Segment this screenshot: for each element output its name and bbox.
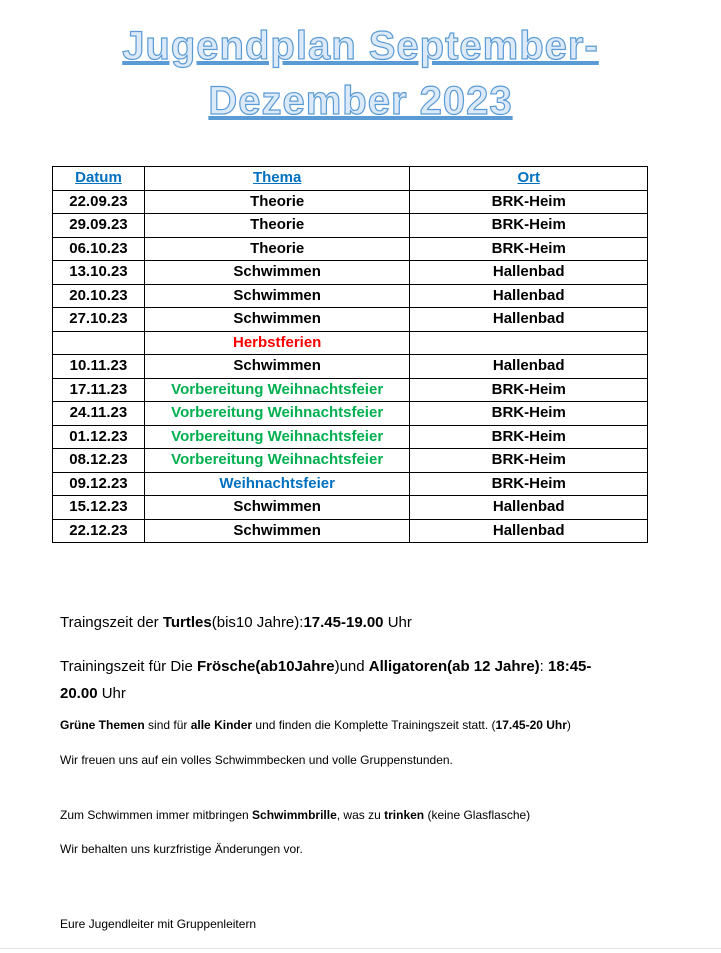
table-header-row xyxy=(53,167,648,191)
cell-ort: BRK-Heim xyxy=(410,449,648,473)
cell-ort: Hallenbad xyxy=(410,261,648,285)
note-text: Uhr xyxy=(383,614,412,631)
note-text: )und xyxy=(334,658,369,675)
cell-ort: BRK-Heim xyxy=(410,378,648,402)
note-bold: trinken xyxy=(384,808,425,822)
table-row xyxy=(53,449,648,473)
table-row xyxy=(53,261,648,285)
cell-datum: 22.09.23 xyxy=(53,190,145,214)
cell-thema: Theorie xyxy=(144,190,410,214)
table-row xyxy=(53,519,648,543)
note-turtles xyxy=(60,614,412,631)
note-text: (keine Glasflasche) xyxy=(424,808,531,822)
cell-thema: Theorie xyxy=(144,237,410,261)
page-bottom-divider xyxy=(0,948,721,949)
cell-datum: 09.12.23 xyxy=(53,472,145,496)
note-bold: Grüne Themen xyxy=(60,718,145,732)
page-title-line-1: Jugendplan September- xyxy=(122,24,599,68)
cell-datum: 13.10.23 xyxy=(53,261,145,285)
cell-ort: Hallenbad xyxy=(410,284,648,308)
table-row xyxy=(53,190,648,214)
cell-ort: Hallenbad xyxy=(410,496,648,520)
cell-thema: Vorbereitung Weihnachtsfeier xyxy=(144,425,410,449)
cell-datum: 10.11.23 xyxy=(53,355,145,379)
cell-thema: Weihnachtsfeier xyxy=(144,472,410,496)
cell-thema: Schwimmen xyxy=(144,519,410,543)
cell-ort: Hallenbad xyxy=(410,308,648,332)
note-text: ) xyxy=(566,718,571,732)
note-bold: 17.45-20 Uhr xyxy=(495,718,567,732)
cell-datum: 06.10.23 xyxy=(53,237,145,261)
cell-ort: BRK-Heim xyxy=(410,402,648,426)
table-row xyxy=(53,237,648,261)
cell-thema: Vorbereitung Weihnachtsfeier xyxy=(144,378,410,402)
table-row xyxy=(53,308,648,332)
note-bold: Frösche(ab10Jahre xyxy=(197,658,335,675)
note-text: Traingszeit der xyxy=(60,614,163,631)
note-bold: alle Kinder xyxy=(190,718,253,732)
note-bold: Turtles xyxy=(162,614,212,631)
note-text: Uhr xyxy=(97,685,126,702)
cell-ort: Hallenbad xyxy=(410,519,648,543)
table-row xyxy=(53,472,648,496)
cell-datum: 01.12.23 xyxy=(53,425,145,449)
note-text: Zum Schwimmen immer mitbringen xyxy=(60,808,253,822)
note-text: und finden die Komplette Trainingszeit statt. ( xyxy=(252,718,496,732)
cell-ort xyxy=(410,331,648,355)
cell-ort: Hallenbad xyxy=(410,355,648,379)
table-row xyxy=(53,355,648,379)
note-aenderungen: Wir behalten uns kurzfristige Änderungen vor. xyxy=(60,842,303,856)
signature: Eure Jugendleiter mit Gruppenleitern xyxy=(60,917,257,931)
header-thema: Thema xyxy=(144,167,410,191)
cell-thema: Schwimmen xyxy=(144,308,410,332)
table-row xyxy=(53,402,648,426)
note-text: sind für xyxy=(144,718,191,732)
cell-thema: Schwimmen xyxy=(144,284,410,308)
schedule-table xyxy=(52,166,648,543)
header-ort: Ort xyxy=(410,167,648,191)
note-text: Trainingszeit für Die xyxy=(60,658,197,675)
cell-ort: BRK-Heim xyxy=(410,425,648,449)
cell-datum: 17.11.23 xyxy=(53,378,145,402)
cell-ort: BRK-Heim xyxy=(410,190,648,214)
cell-datum: 29.09.23 xyxy=(53,214,145,238)
note-bold: 20.00 xyxy=(60,685,98,702)
table-row xyxy=(53,378,648,402)
table-row xyxy=(53,496,648,520)
cell-thema: Herbstferien xyxy=(144,331,410,355)
header-datum: Datum xyxy=(53,167,145,191)
cell-ort: BRK-Heim xyxy=(410,237,648,261)
note-text: (bis10 Jahre): xyxy=(211,614,304,631)
note-bold: 18:45- xyxy=(548,658,592,675)
cell-thema: Vorbereitung Weihnachtsfeier xyxy=(144,402,410,426)
cell-datum: 15.12.23 xyxy=(53,496,145,520)
table-row xyxy=(53,331,648,355)
cell-thema: Schwimmen xyxy=(144,261,410,285)
note-froesche xyxy=(60,653,680,707)
table-row xyxy=(53,284,648,308)
note-bold: 17.45-19.00 xyxy=(303,614,384,631)
cell-datum: 22.12.23 xyxy=(53,519,145,543)
cell-datum: 27.10.23 xyxy=(53,308,145,332)
table-row xyxy=(53,214,648,238)
cell-datum: 20.10.23 xyxy=(53,284,145,308)
cell-datum: 08.12.23 xyxy=(53,449,145,473)
cell-ort: BRK-Heim xyxy=(410,214,648,238)
cell-thema: Schwimmen xyxy=(144,496,410,520)
cell-thema: Vorbereitung Weihnachtsfeier xyxy=(144,449,410,473)
page-title-line-2: Dezember 2023 xyxy=(208,79,513,123)
note-text: , was zu xyxy=(336,808,385,822)
note-mitbringen xyxy=(60,808,530,822)
note-text: : xyxy=(539,658,549,675)
note-bold: Alligatoren(ab 12 Jahre) xyxy=(368,658,540,675)
table-row xyxy=(53,425,648,449)
cell-datum: 24.11.23 xyxy=(53,402,145,426)
cell-thema: Schwimmen xyxy=(144,355,410,379)
note-freuen: Wir freuen uns auf ein volles Schwimmbecken und volle Gruppenstunden. xyxy=(60,753,453,767)
note-bold: Schwimmbrille xyxy=(252,808,337,822)
cell-thema: Theorie xyxy=(144,214,410,238)
cell-ort: BRK-Heim xyxy=(410,472,648,496)
note-gruen xyxy=(60,718,571,732)
cell-datum xyxy=(53,331,145,355)
